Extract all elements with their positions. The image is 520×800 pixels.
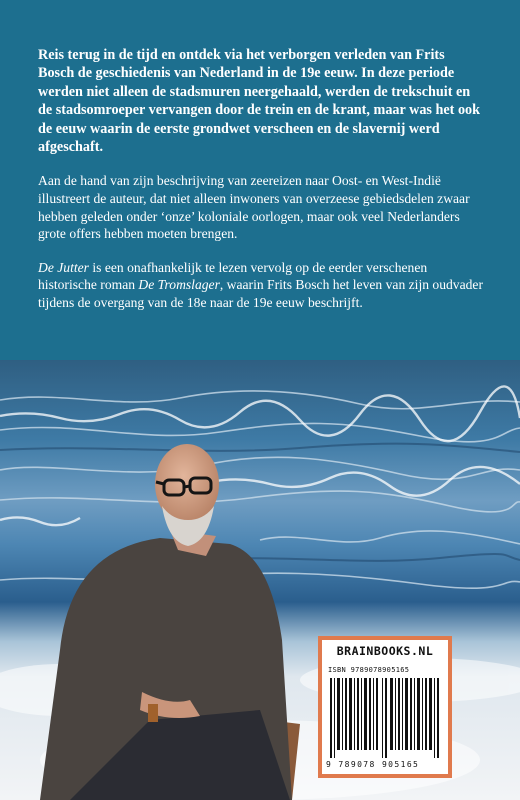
blurb-panel xyxy=(0,0,520,360)
isbn-label: ISBN 9789078905165 xyxy=(328,666,410,674)
blurb-paragraph-3-text-b: , waarin Frits Bosch het leven van zijn oudvader tijdens de overgang van de 18e naar de 19e eeuw beschrijft. xyxy=(38,277,483,310)
isbn-digits: 9 789078 905165 xyxy=(326,760,420,769)
barcode-icon xyxy=(330,678,440,758)
barcode-label xyxy=(318,636,452,778)
blurb-intro: Reis terug in de tijd en ontdek via het verborgen verleden van Frits Bosch de geschiedenis van Nederland in de 19e eeuw. In deze periode werden niet alleen de stadsmuren neergehaald, werden de trekschuit en de stadsomroeper vervangen door de trein en de krant, maar was het ook de eeuw waarin de eerste grondwet verscheen en de slavernij werd afgeschaft. xyxy=(38,47,481,156)
book-title-de-tromslager: De Tromslager xyxy=(138,277,220,293)
barcode-panel xyxy=(322,640,448,774)
blurb-paragraph-3-text-a: is een onafhankelijk te lezen vervolg op de eerder verschenen historische roman xyxy=(38,259,428,293)
book-title-de-jutter: De Jutter xyxy=(38,259,89,275)
blurb-paragraph-2: Aan de hand van zijn beschrijving van zeereizen naar Oost- en West-Indië illustreert de auteur, dat niet alleen inwoners van overzeese gebiedsdelen zwaar hebben geleden onder ‘onze’ koloniale oorlogen, maar ook veel Nederlanders grote offers hebben moeten brengen. xyxy=(38,173,470,242)
blurb-paragraph-3 xyxy=(38,259,484,312)
publisher-brand: BRAINBOOKS.NL xyxy=(336,644,434,658)
